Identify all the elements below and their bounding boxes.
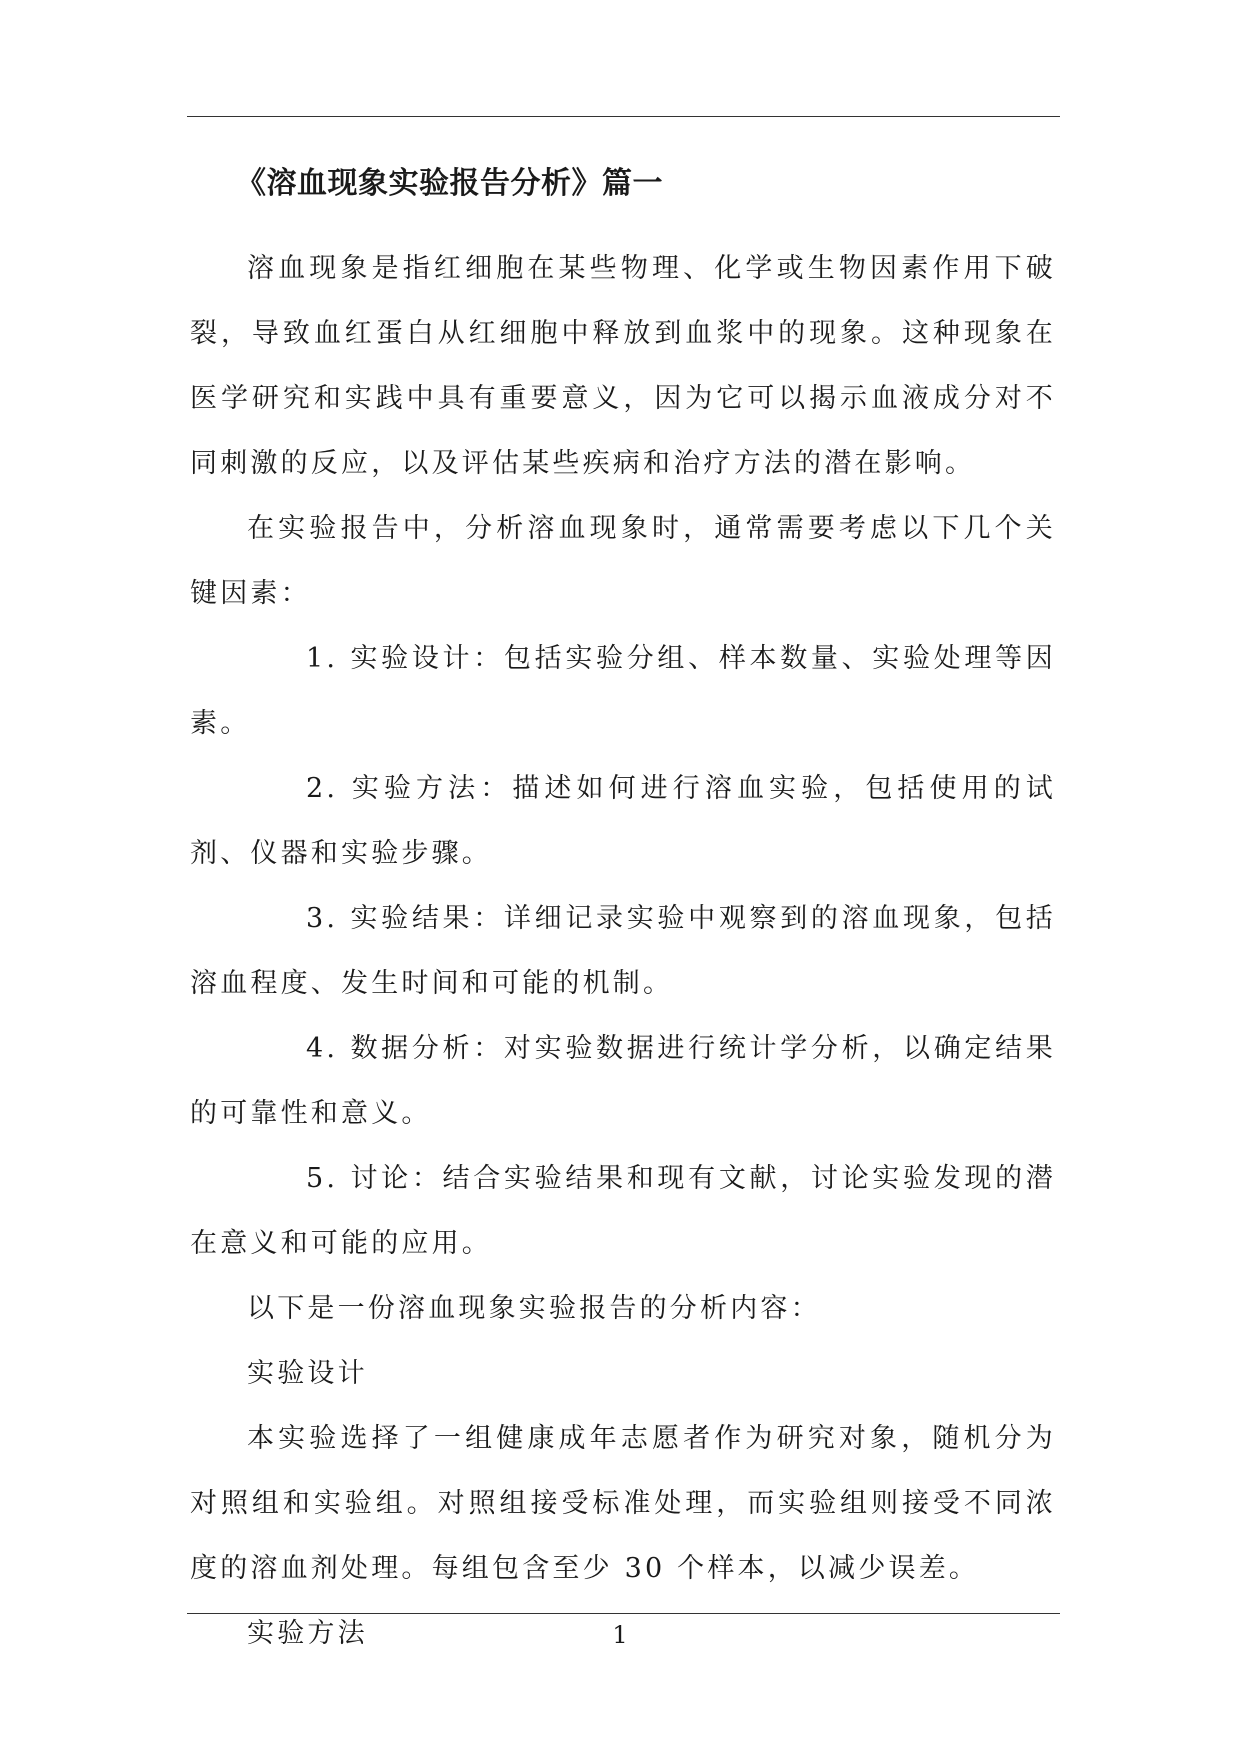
header-rule: [187, 116, 1060, 117]
list-item-results: 3. 实验结果：详细记录实验中观察到的溶血现象，包括溶血程度、发生时间和可能的机制。: [190, 903, 1056, 999]
document-title: 《溶血现象实验报告分析》篇一: [236, 166, 663, 201]
list-item-discussion: 5. 讨论：结合实验结果和现有文献，讨论实验发现的潜在意义和可能的应用。: [190, 1163, 1056, 1259]
paragraph-following: 以下是一份溶血现象实验报告的分析内容：: [247, 1293, 821, 1324]
section-heading-design: 实验设计: [247, 1358, 368, 1389]
section-heading-method: 实验方法: [247, 1618, 368, 1649]
list-item-method: 2. 实验方法：描述如何进行溶血实验，包括使用的试剂、仪器和实验步骤。: [190, 773, 1056, 869]
page-number: 1: [612, 1621, 628, 1649]
paragraph-intro: 溶血现象是指红细胞在某些物理、化学或生物因素作用下破裂，导致血红蛋白从红细胞中释放到血浆中的现象。这种现象在医学研究和实践中具有重要意义，因为它可以揭示血液成分对不同刺激的反应，以及评估某些疾病和治疗方法的潜在影响。: [190, 253, 1056, 479]
footer-rule: [187, 1613, 1060, 1614]
paragraph-key-factors: 在实验报告中，分析溶血现象时，通常需要考虑以下几个关键因素：: [190, 513, 1056, 609]
list-item-analysis: 4. 数据分析：对实验数据进行统计学分析，以确定结果的可靠性和意义。: [190, 1033, 1056, 1129]
list-item-design: 1. 实验设计：包括实验分组、样本数量、实验处理等因素。: [190, 643, 1056, 739]
document-body: [190, 236, 1056, 1666]
paragraph-design-detail: 本实验选择了一组健康成年志愿者作为研究对象，随机分为对照组和实验组。对照组接受标准处理，而实验组则接受不同浓度的溶血剂处理。每组包含至少 30 个样本，以减少误差。: [190, 1423, 1056, 1584]
